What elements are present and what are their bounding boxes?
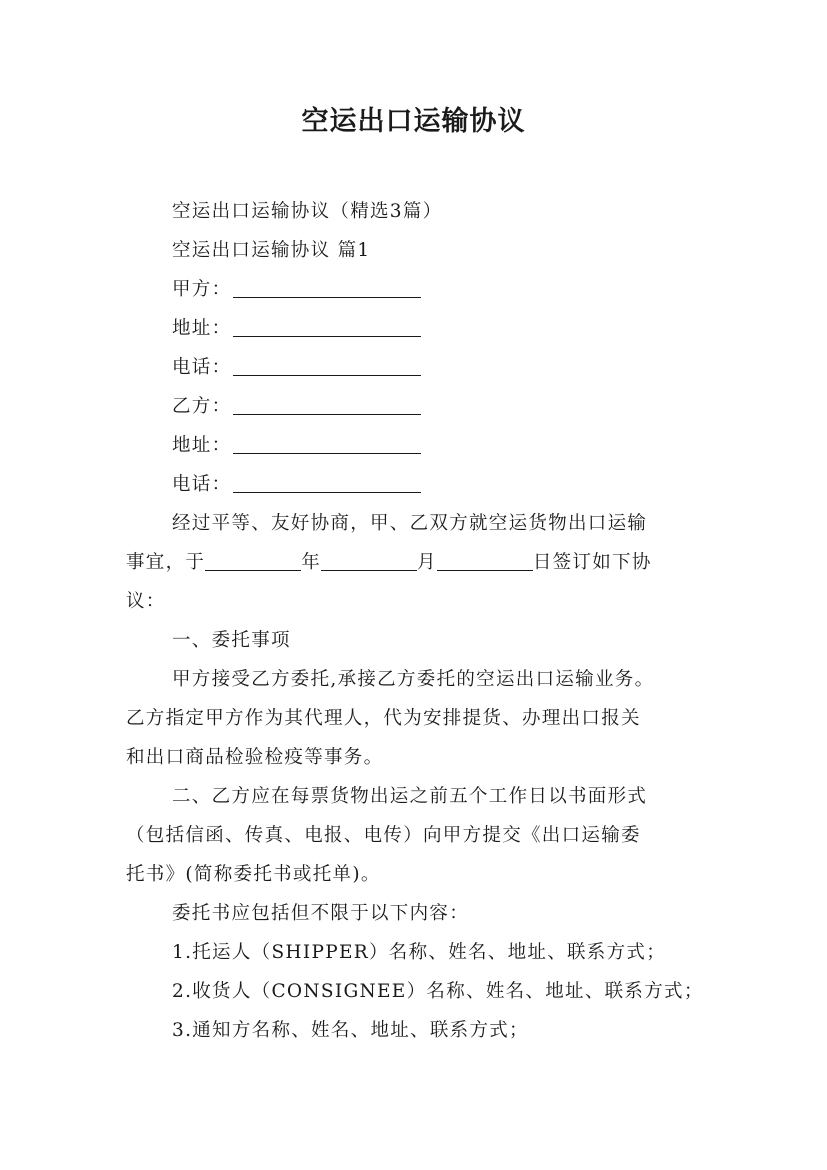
document-title: 空运出口运输协议 bbox=[301, 106, 526, 137]
party-a-address-field bbox=[126, 309, 716, 348]
contents-item: 1.托运人（SHIPPER）名称、姓名、地址、联系方式； bbox=[172, 942, 666, 963]
intro-line-1: 经过平等、友好协商，甲、乙双方就空运货物出口运输 bbox=[172, 513, 648, 534]
blank-line bbox=[233, 392, 421, 415]
field-label: 电话： bbox=[172, 474, 232, 495]
field-label: 电话： bbox=[172, 357, 232, 378]
party-a-phone-field bbox=[126, 348, 716, 387]
document-subtitle: 空运出口运输协议（精选3篇） bbox=[172, 201, 443, 222]
party-a-field bbox=[126, 270, 716, 309]
article-1-line-2: 乙方指定甲方作为其代理人，代为安排提货、办理出口报关 bbox=[126, 708, 641, 729]
article-2-line-1: 二、乙方应在每票货物出运之前五个工作日以书面形式 bbox=[172, 786, 648, 807]
intro-line-2 bbox=[126, 543, 716, 582]
intro-prefix: 事宜，于 bbox=[126, 552, 206, 573]
section-heading: 空运出口运输协议 篇1 bbox=[172, 240, 371, 261]
document-body bbox=[126, 192, 716, 1050]
article-2-line-2: （包括信函、传真、电报、电传）向甲方提交《出口运输委 bbox=[126, 825, 641, 846]
blank-line bbox=[233, 353, 421, 376]
month-label: 月 bbox=[417, 552, 437, 573]
blank-line bbox=[233, 275, 421, 298]
article-1-line-1: 甲方接受乙方委托,承接乙方委托的空运出口运输业务。 bbox=[172, 669, 655, 690]
contents-intro: 委托书应包括但不限于以下内容： bbox=[172, 903, 470, 924]
party-b-address-field bbox=[126, 426, 716, 465]
blank-line bbox=[233, 431, 421, 454]
article-1-heading: 一、委托事项 bbox=[172, 630, 291, 651]
field-label: 地址： bbox=[172, 435, 232, 456]
intro-line-3: 议： bbox=[126, 591, 166, 612]
party-b-field bbox=[126, 387, 716, 426]
field-label: 甲方： bbox=[172, 279, 232, 300]
party-b-phone-field bbox=[126, 465, 716, 504]
article-2-line-3: 托书》(简称委托书或托单)。 bbox=[126, 864, 381, 885]
day-blank bbox=[437, 548, 533, 571]
month-blank bbox=[321, 548, 417, 571]
field-label: 地址： bbox=[172, 318, 232, 339]
article-1-line-3: 和出口商品检验检疫等事务。 bbox=[126, 747, 384, 768]
contents-item: 3.通知方名称、姓名、地址、联系方式； bbox=[172, 1020, 529, 1041]
blank-line bbox=[233, 314, 421, 337]
field-label: 乙方： bbox=[172, 396, 232, 417]
contents-item: 2.收货人（CONSIGNEE）名称、姓名、地址、联系方式； bbox=[172, 981, 704, 1002]
day-suffix: 日签订如下协 bbox=[532, 552, 652, 573]
blank-line bbox=[233, 470, 421, 493]
year-blank bbox=[205, 548, 301, 571]
year-label: 年 bbox=[301, 552, 322, 573]
